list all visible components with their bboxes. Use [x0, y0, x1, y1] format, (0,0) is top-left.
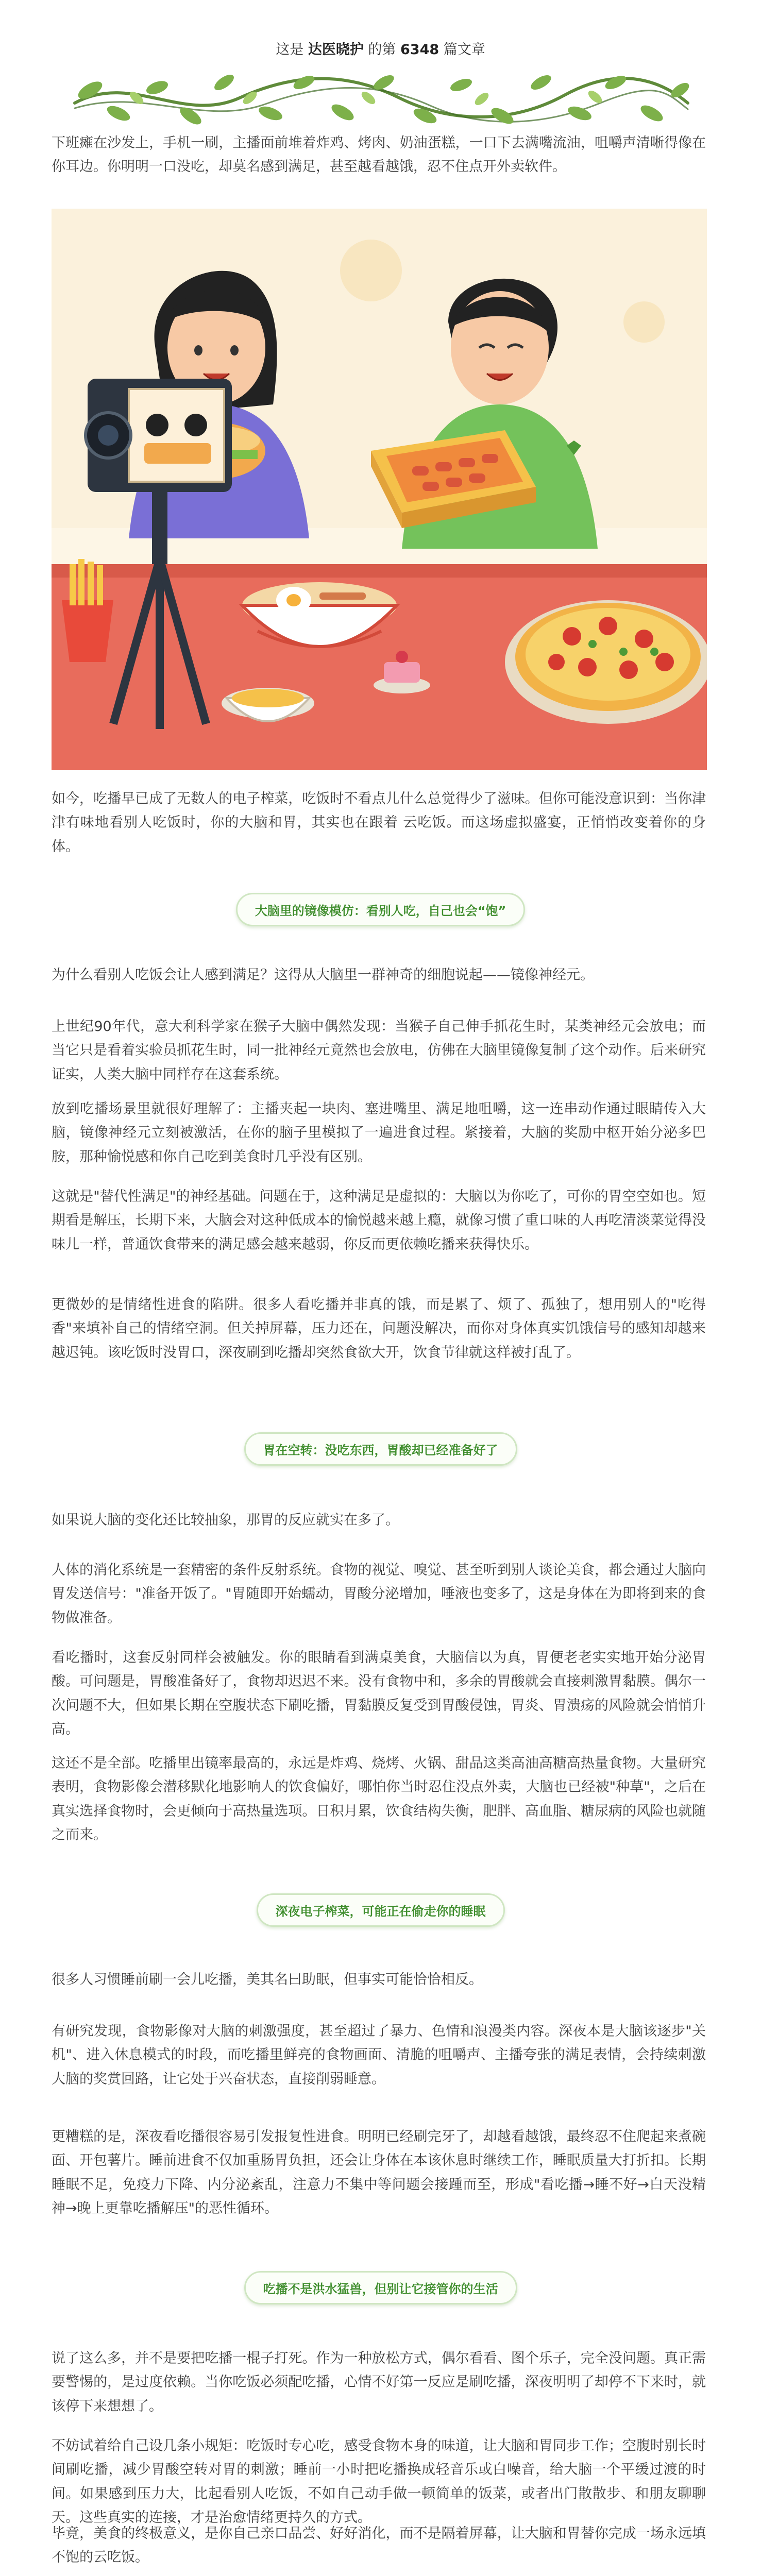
paragraph-14: 说了这么多，并不是要把吃播一棍子打死。作为一种放松方式，偶尔看看、图个乐子，完全没问题。真正需要警惕的，是过度依赖。当你吃饭必须配吃播，心情不好第一反应是刷吃播，深夜明明了却停不下来时，就该停下来想想了。 [52, 2350, 706, 2414]
paragraph-13: 更糟糕的是，深夜看吃播很容易引发报复性进食。明明已经刷完牙了，却越看越饿，最终忍不住爬起来煮碗面、开包薯片。睡前进食不仅加重肠胃负担，还会让身体在本该休息时继续工作，睡眠质量大打折扣。长期睡眠不足，免疫力下降、内分泌紊乱，注意力不集中等问题会接踵而至，形成"看吃播→睡不好→白天没精神→晚上更靠吃播解压"的恶性循环。 [52, 2129, 706, 2217]
paragraph-6: 更微妙的是情绪性进食的陷阱。很多人看吃播并非真的饿，而是累了、烦了、孤独了，想用别人的"吃得香"来填补自己的情绪空洞。但关掉屏幕，压力还在，问题没解决，而你对身体真实饥饿信号的感知却越来越迟钝。该吃饭时没胃口，深夜刷到吃播却突然食欲大开，饮食节律就这样被打乱了。 [52, 1297, 706, 1361]
intro-paragraph: 下班瘫在沙发上，手机一刷，主播面前堆着炸鸡、烤肉、奶油蛋糕，一口下去满嘴流油，咀嚼声清晰得像在你耳边。你明明一口没吃，却莫名感到满足，甚至越看越饿，忍不住点开外卖软件。 [52, 135, 706, 175]
paragraph-12: 有研究发现，食物影像对大脑的刺激强度，甚至超过了暴力、色情和浪漫类内容。深夜本是大脑该逐步"关机"、进入休息模式的时段，而吃播里鲜亮的食物画面、清脆的咀嚼声、主播夸张的满足表情，会持续刺激大脑的奖赏回路，让它处于兴奋状态，直接削弱睡意。 [52, 2023, 706, 2087]
section-heading-4-label: 吃播不是洪水猛兽，但别让它接管你的生活 [244, 2271, 517, 2304]
section-heading-1 [0, 893, 761, 926]
section-heading-3-label: 深夜电子榨菜，可能正在偷走你的睡眠 [257, 1893, 505, 1927]
paragraph-8: 人体的消化系统是一套精密的条件反射系统。食物的视觉、嗅觉、甚至听到别人谈论美食，都会通过大脑向胃发送信号："准备开饭了。"胃随即开始蠕动，胃酸分泌增加，唾液也变多了，这是身体在为即将到来的食物做准备。 [52, 1562, 706, 1626]
article-number: 6348 [400, 42, 439, 58]
counter-suffix: 篇文章 [443, 42, 485, 58]
section-heading-3 [0, 1893, 761, 1927]
paragraph-11: 很多人习惯睡前刷一会儿吃播，美其名曰助眠，但事实可能恰恰相反。 [52, 1972, 483, 1988]
section-heading-1-label: 大脑里的镜像模仿：看别人吃，自己也会“饱” [236, 893, 526, 926]
paragraph-15: 不妨试着给自己设几条小规矩：吃饭时专心吃，感受食物本身的味道，让大脑和胃同步工作；空腹时别长时间刷吃播，减少胃酸空转对胃的刺激；睡前一小时把吃播换成轻音乐或白噪音，给大脑一个平缓过渡的时间。如果感到压力大，比起看别人吃饭，不如自己动手做一顿简单的饭菜，或者出门散散步、和朋友聊聊天。这些真实的连接，才是治愈情绪更持久的方式。 [52, 2438, 706, 2526]
counter-prefix: 这是 [276, 42, 304, 58]
paragraph-4: 放到吃播场景里就很好理解了：主播夹起一块肉、塞进嘴里、满足地咀嚼，这一连串动作通过眼睛传入大脑，镜像神经元立刻被激活，在你的脑子里模拟了一遍进食过程。紧接着，大脑的奖励中枢开始分泌多巴胺，那种愉悦感和你自己吃到美食时几乎没有区别。 [52, 1101, 706, 1165]
paragraph-3: 上世纪90年代，意大利科学家在猴子大脑中偶然发现：当猴子自己伸手抓花生时，某类神经元会放电；而当它只是看着实验员抓花生时，同一批神经元竟然也会放电，仿佛在大脑里镜像复制了这个动作。后来研究证实，人类大脑中同样存在这套系统。 [52, 1019, 706, 1082]
section-heading-2 [0, 1432, 761, 1466]
paragraph-5: 这就是"替代性满足"的神经基础。问题在于，这种满足是虚拟的：大脑以为你吃了，可你的胃空空如也。短期看是解压，长期下来，大脑会对这种低成本的愉悦越来越上瘾，就像习惯了重口味的人再吃清淡菜觉得没味儿一样，普通饮食带来的满足感会越来越弱，你反而更依赖吃播来获得快乐。 [52, 1189, 706, 1252]
paragraph-16: 毕竟，美食的终极意义，是你自己亲口品尝、好好消化，而不是隔着屏幕，让大脑和胃替你完成一场永远填不饱的云吃饭。 [52, 2526, 706, 2566]
paragraph-9: 看吃播时，这套反射同样会被触发。你的眼睛看到满桌美食，大脑信以为真，胃便老老实实地开始分泌胃酸。可问题是，胃酸准备好了，食物却迟迟不来。没有食物中和，多余的胃酸就会直接刺激胃黏膜。偶尔一次问题不大，但如果长期在空腹状态下刷吃播，胃黏膜反复受到胃酸侵蚀，胃炎、胃溃疡的风险就会悄悄升高。 [52, 1650, 706, 1738]
hero-illustration [52, 209, 707, 770]
vine-divider-illustration [70, 67, 693, 129]
section-heading-2-label: 胃在空转：没吃东西，胃酸却已经准备好了 [244, 1432, 517, 1466]
counter-middle: 的第 [368, 42, 396, 58]
paragraph-7: 如果说大脑的变化还比较抽象，那胃的反应就实在多了。 [52, 1512, 399, 1528]
section-heading-4 [0, 2271, 761, 2304]
paragraph-10: 这还不是全部。吃播里出镜率最高的，永远是炸鸡、烧烤、火锅、甜品这类高油高糖高热量食物。大量研究表明，食物影像会潜移默化地影响人的饮食偏好，哪怕你当时忍住没点外卖，大脑也已经被"种草"，之后在真实选择食物时，会更倾向于高热量选项。日积月累，饮食结构失衡，肥胖、高血脂、糖尿病的风险也就随之而来。 [52, 1755, 706, 1843]
paragraph-1: 如今，吃播早已成了无数人的电子榨菜，吃饭时不看点儿什么总觉得少了滋味。但你可能没意识到：当你津津有味地看别人吃饭时，你的大脑和胃，其实也在跟着 云吃饭。而这场虚拟盛宴，正悄悄改变着你的身体。 [52, 791, 706, 855]
brand-name: 达医晓护 [308, 42, 364, 58]
article-counter [0, 38, 761, 58]
paragraph-2: 为什么看别人吃饭会让人感到满足？这得从大脑里一群神奇的细胞说起——镜像神经元。 [52, 967, 594, 983]
